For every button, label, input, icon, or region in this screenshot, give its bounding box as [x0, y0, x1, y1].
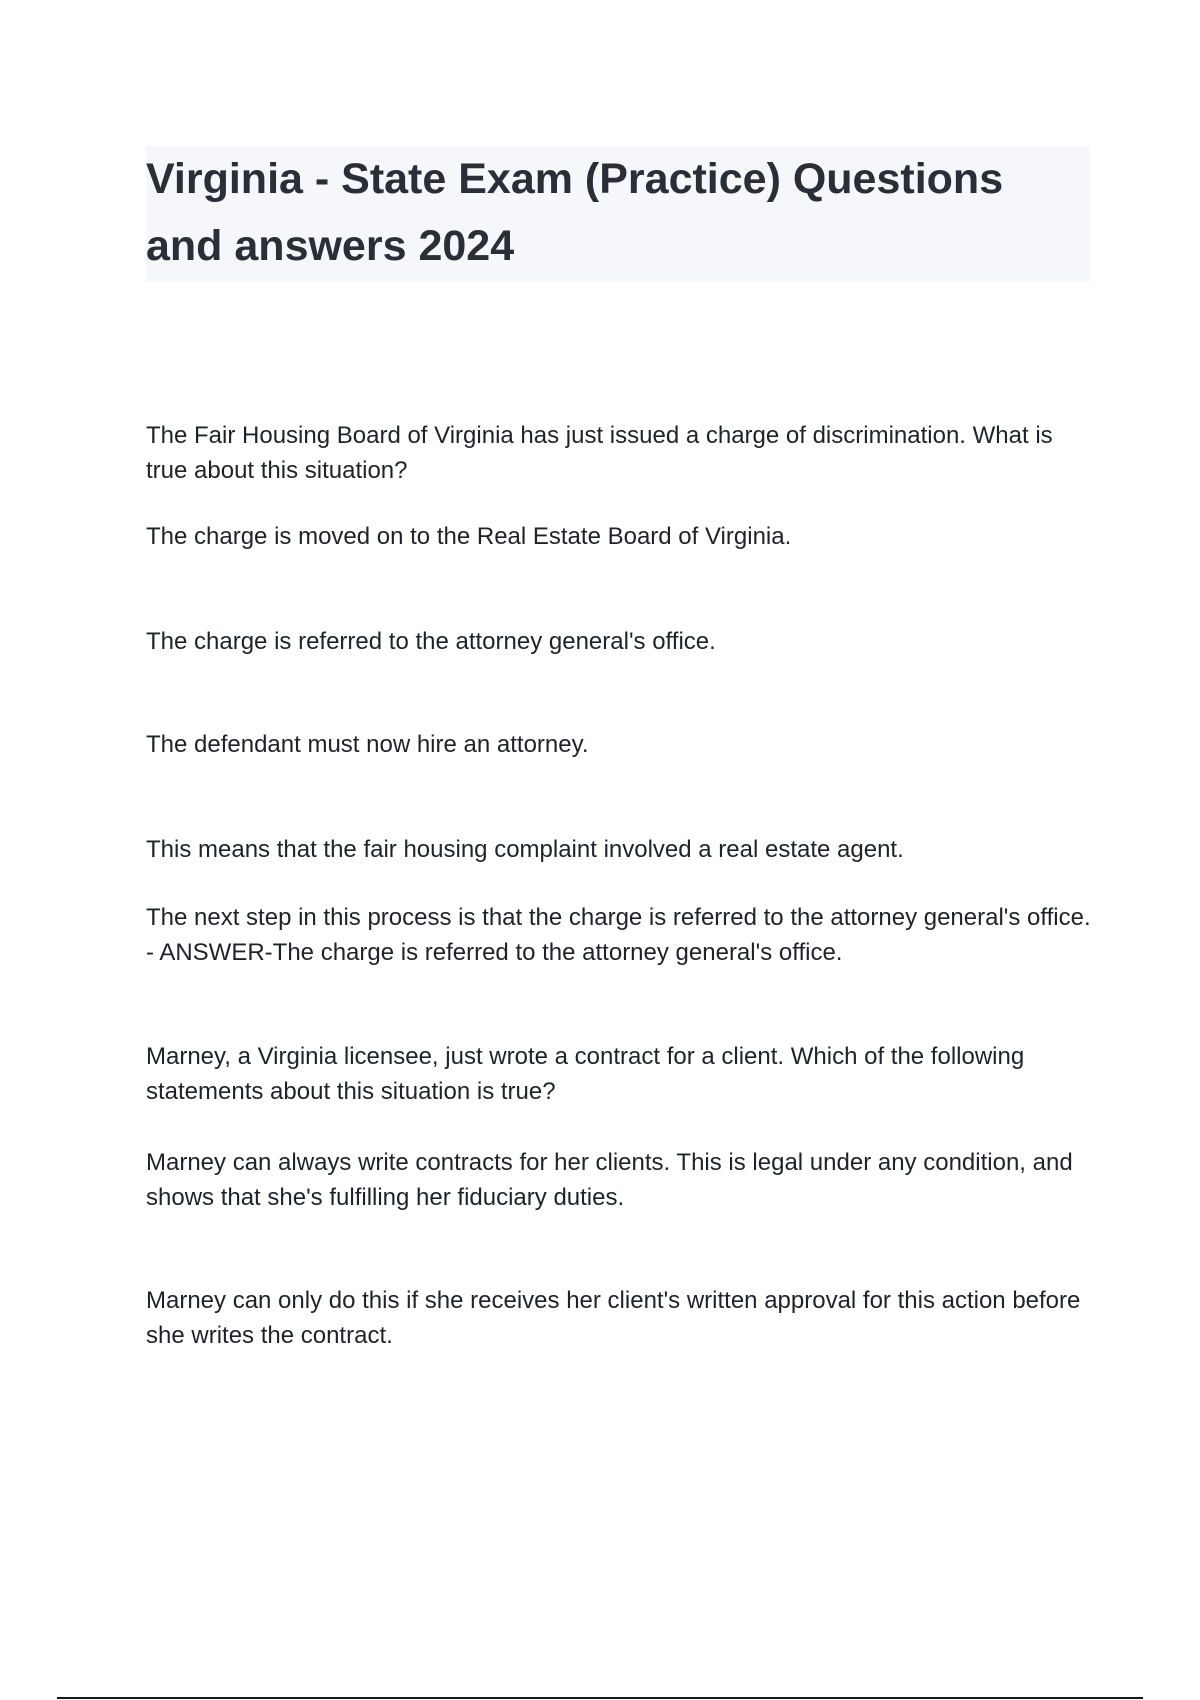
- document-title: Virginia - State Exam (Practice) Questions and answers 2024: [146, 155, 1004, 270]
- answer-1-text: The next step in this process is that the charge is referred to the attorney general's office. - ANSWER-The charge is referred to the attorney general's office.: [146, 904, 1091, 966]
- option-2b: Marney can only do this if she receives her client's written approval for this action before she writes the contract.: [146, 1287, 1081, 1349]
- option-1c: The defendant must now hire an attorney.: [146, 731, 589, 758]
- question-2-text: Marney, a Virginia licensee, just wrote a contract for a client. Which of the following statements about this situation is true?: [146, 1043, 1025, 1105]
- option-1b: The charge is referred to the attorney general's office.: [146, 628, 716, 655]
- question-1-text: The Fair Housing Board of Virginia has just issued a charge of discrimination. What is true about this situation?: [146, 422, 1053, 484]
- option-1a: The charge is moved on to the Real Estate Board of Virginia.: [146, 523, 792, 550]
- option-1d: This means that the fair housing complaint involved a real estate agent.: [146, 836, 904, 863]
- page-bottom-rule: [57, 1697, 1143, 1699]
- title-block: [146, 146, 1090, 282]
- option-2a: Marney can always write contracts for her clients. This is legal under any condition, and shows that she's fulfilling her fiduciary duties.: [146, 1149, 1073, 1211]
